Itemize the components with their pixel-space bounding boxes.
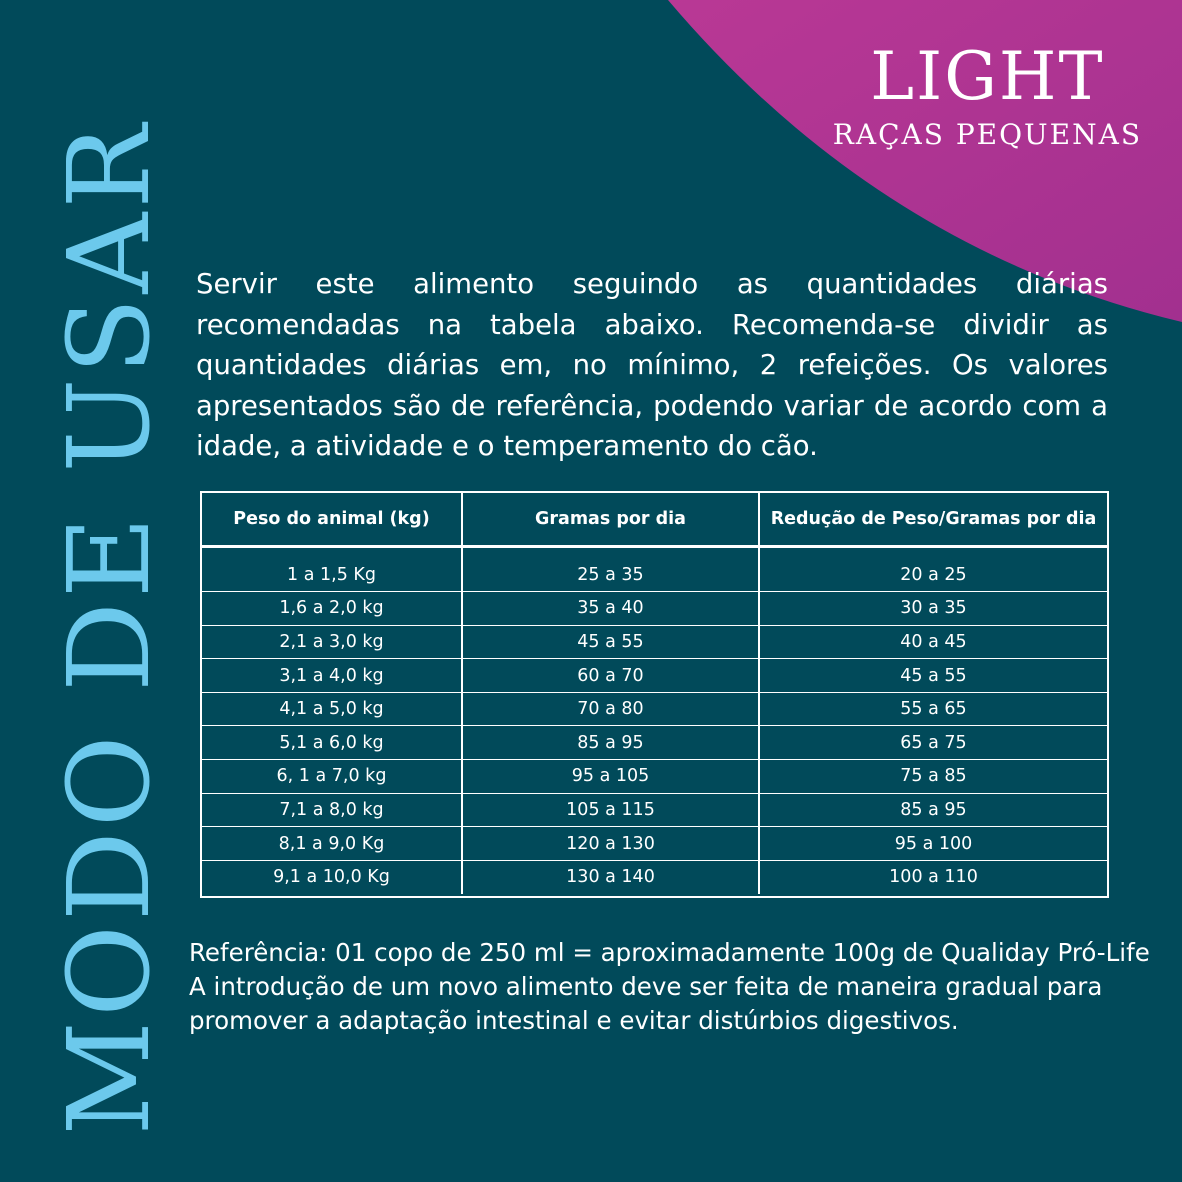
header-weight-loss-grams: Redução de Peso/Gramas por dia (759, 493, 1107, 546)
cell-weight: 8,1 a 9,0 Kg (202, 827, 462, 861)
intro-paragraph: Servir este alimento seguindo as quantidades diárias recomendadas na tabela abaixo. Recomenda-se dividir as quantidades diárias em, no mínimo, 2 refeições. Os valores apresentados são de referência, podendo variar de acordo com a idade, a atividade e o temperamento do cão. (196, 268, 1108, 462)
cell-grams: 130 a 140 (462, 860, 759, 894)
cell-weight: 5,1 a 6,0 kg (202, 726, 462, 760)
cell-grams: 120 a 130 (462, 827, 759, 861)
brand-title: LIGHT (870, 38, 1105, 115)
cell-weight-loss: 45 a 55 (759, 659, 1107, 693)
cell-weight: 4,1 a 5,0 kg (202, 692, 462, 726)
table-row (202, 558, 1107, 592)
cell-weight-loss: 40 a 45 (759, 625, 1107, 659)
cell-grams: 70 a 80 (462, 692, 759, 726)
cell-weight: 2,1 a 3,0 kg (202, 625, 462, 659)
footnote-reference: Referência: 01 copo de 250 ml = aproximadamente 100g de Qualiday Pró-Life (189, 938, 1150, 967)
cell-weight: 7,1 a 8,0 kg (202, 793, 462, 827)
table-row (202, 659, 1107, 693)
footnote-line-2: A introdução de um novo alimento deve ser feita de maneira gradual para (189, 972, 1103, 1001)
cell-grams: 95 a 105 (462, 760, 759, 794)
cell-grams: 35 a 40 (462, 592, 759, 626)
table-header-row (202, 493, 1107, 546)
cell-grams: 85 a 95 (462, 726, 759, 760)
table-row (202, 592, 1107, 626)
cell-weight: 1,6 a 2,0 kg (202, 592, 462, 626)
table-row (202, 793, 1107, 827)
product-brand (832, 38, 1142, 151)
cell-weight-loss: 75 a 85 (759, 760, 1107, 794)
side-title: MODO DE USAR (45, 120, 175, 1136)
cell-grams: 105 a 115 (462, 793, 759, 827)
table-row (202, 692, 1107, 726)
cell-grams: 25 a 35 (462, 558, 759, 592)
table-row (202, 827, 1107, 861)
cell-weight: 3,1 a 4,0 kg (202, 659, 462, 693)
table-row (202, 860, 1107, 894)
table-row (202, 625, 1107, 659)
cell-weight-loss: 100 a 110 (889, 867, 978, 888)
cell-weight: 1 a 1,5 Kg (202, 558, 462, 592)
header-grams-per-day: Gramas por dia (462, 493, 759, 546)
cell-weight: 9,1 a 10,0 Kg (202, 860, 462, 894)
cell-weight-loss: 85 a 95 (759, 793, 1107, 827)
footnote (189, 936, 1150, 1038)
cell-grams: 45 a 55 (462, 625, 759, 659)
footnote-line-3: promover a adaptação intestinal e evitar distúrbios digestivos. (189, 1006, 959, 1035)
cell-weight: 6, 1 a 7,0 kg (202, 760, 462, 794)
cell-weight-loss: 20 a 25 (759, 558, 1107, 592)
brand-subtitle: RAÇAS PEQUENAS (832, 118, 1142, 151)
cell-grams: 60 a 70 (462, 659, 759, 693)
table-row (202, 726, 1107, 760)
feeding-table (200, 491, 1109, 898)
header-weight: Peso do animal (kg) (202, 493, 462, 546)
cell-weight-loss: 65 a 75 (759, 726, 1107, 760)
cell-weight-loss: 55 a 65 (759, 692, 1107, 726)
cell-weight-loss: 95 a 100 (759, 827, 1107, 861)
table-row (202, 760, 1107, 794)
cell-weight-loss: 30 a 35 (759, 592, 1107, 626)
